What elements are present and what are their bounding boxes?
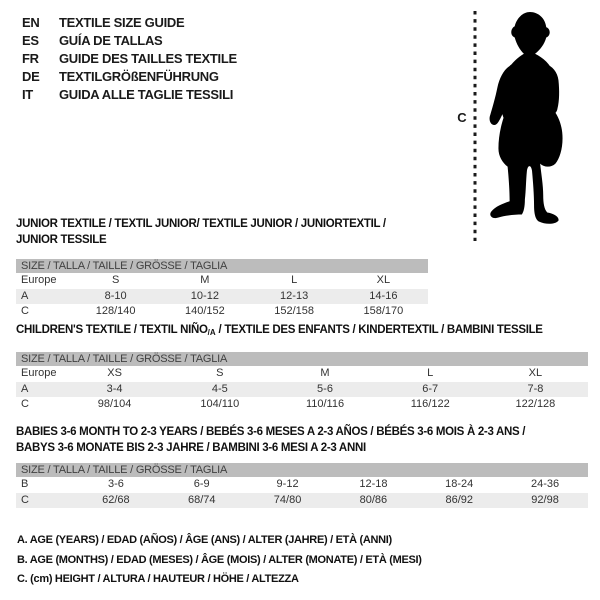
language-title: TEXTILGRÖßENFÜHRUNG [59, 69, 219, 84]
dashed-measure-line-icon [471, 9, 479, 243]
language-code: IT [22, 87, 33, 102]
size-cell: 6-7 [422, 382, 439, 395]
row-label: Europe [21, 274, 57, 286]
size-table-header: SIZE / TALLA / TAILLE / GRÖSSE / TAGLIA [16, 259, 428, 273]
title-text: CHILDREN'S TEXTILE / TEXTIL NIÑO [16, 324, 208, 336]
size-cell: 128/140 [95, 305, 136, 317]
size-cell: 7-8 [527, 382, 544, 395]
size-cell: 18-24 [445, 478, 474, 490]
language-row-it [22, 86, 237, 104]
size-cell: S [216, 367, 224, 379]
children-section [16, 322, 588, 413]
size-cell: 12-13 [280, 289, 309, 302]
language-row-es [22, 32, 237, 50]
size-cell: M [320, 367, 330, 379]
baby-silhouette-icon [485, 10, 577, 244]
size-cell: 98/104 [97, 398, 132, 410]
footnotes [17, 531, 422, 590]
size-cell: 9-12 [276, 478, 299, 490]
size-cell: 3-4 [106, 382, 123, 395]
size-cell: 74/80 [273, 493, 302, 506]
language-title: GUIDA ALLE TAGLIE TESSILI [59, 87, 234, 102]
title-subscript: /A [207, 328, 216, 337]
height-measure-label: C [457, 110, 467, 125]
size-cell: 62/68 [102, 493, 130, 506]
table-row-europe [16, 366, 588, 382]
junior-section [16, 216, 428, 320]
size-cell: 140/152 [184, 305, 225, 317]
table-row-a [16, 289, 428, 305]
size-cell: XL [528, 367, 543, 379]
language-row-en [22, 14, 237, 32]
size-cell: 14-16 [369, 289, 398, 302]
size-cell: 12-18 [359, 478, 388, 490]
size-cell: 3-6 [107, 478, 124, 490]
row-label: C [21, 493, 29, 506]
table-row-a [16, 382, 588, 398]
baby-figure [450, 5, 585, 247]
language-row-fr [22, 50, 237, 68]
language-code: ES [22, 33, 39, 48]
footnote-a: A. AGE (YEARS) / EDAD (AÑOS) / ÂGE (ANS) / ALTER (JAHRE) / ETÀ (ANNI) [17, 534, 392, 546]
babies-title-line2: BABYS 3-6 MONATE BIS 2-3 JAHRE / BAMBINI 3-6 MESI A 2-3 ANNI [16, 442, 366, 454]
size-cell: 8-10 [104, 289, 127, 302]
table-row-b [16, 477, 588, 493]
size-table-header: SIZE / TALLA / TAILLE / GRÖSSE / TAGLIA [16, 352, 588, 366]
size-cell: 6-9 [193, 478, 210, 490]
size-cell: XL [376, 274, 391, 286]
size-cell: 122/128 [515, 398, 556, 410]
language-guide [22, 14, 237, 104]
size-cell: 86/92 [445, 493, 473, 506]
size-cell: 116/122 [410, 398, 450, 410]
language-title: GUIDE DES TAILLES TEXTILE [59, 51, 237, 66]
language-title: GUÍA DE TALLAS [59, 33, 163, 48]
row-label: Europe [21, 367, 57, 379]
junior-size-table [16, 259, 428, 320]
row-label: C [21, 305, 29, 317]
size-cell: L [427, 367, 434, 379]
row-label: B [21, 478, 29, 490]
table-row-c [16, 397, 588, 413]
size-cell: XS [107, 367, 122, 379]
size-cell: M [200, 274, 210, 286]
row-label: A [21, 289, 29, 302]
language-code: DE [22, 69, 40, 84]
size-cell: 158/170 [363, 305, 404, 317]
language-code: EN [22, 15, 40, 30]
babies-section [16, 424, 588, 508]
size-cell: S [111, 274, 120, 286]
size-cell: 152/158 [274, 305, 314, 317]
language-row-de [22, 68, 237, 86]
children-size-table [16, 352, 588, 413]
title-text: / TEXTILE DES ENFANTS / KINDERTEXTIL / BAMBINI TESSILE [215, 324, 543, 336]
size-cell: 5-6 [317, 382, 333, 395]
table-row-europe [16, 273, 428, 289]
language-code: FR [22, 51, 39, 66]
size-cell: L [291, 274, 298, 286]
children-section-title [16, 322, 588, 341]
size-cell: 4-5 [211, 382, 228, 395]
table-row-c [16, 304, 428, 320]
language-title: TEXTILE SIZE GUIDE [59, 15, 185, 30]
size-cell: 80/86 [359, 493, 388, 506]
junior-section-title: JUNIOR TEXTILE / TEXTIL JUNIOR/ TEXTILE JUNIOR / JUNIORTEXTIL / JUNIOR TESSILE [16, 218, 386, 246]
babies-section-title [16, 424, 588, 456]
babies-title-line1: BABIES 3-6 MONTH TO 2-3 YEARS / BEBÉS 3-6 MESES A 2-3 AÑOS / BÉBÉS 3-6 MOIS À 2-3 ANS / [16, 426, 526, 438]
table-row-c [16, 493, 588, 509]
size-table-header: SIZE / TALLA / TAILLE / GRÖSSE / TAGLIA [16, 463, 588, 477]
row-label: C [21, 398, 29, 410]
size-cell: 10-12 [190, 289, 219, 302]
babies-size-table [16, 463, 588, 508]
footnote-c: C. (cm) HEIGHT / ALTURA / HAUTEUR / HÖHE / ALTEZZA [17, 573, 299, 585]
size-cell: 110/116 [305, 398, 345, 410]
size-cell: 24-36 [530, 478, 560, 490]
size-cell: 92/98 [531, 493, 559, 506]
footnote-b: B. AGE (MONTHS) / EDAD (MESES) / ÂGE (MOIS) / ALTER (MONATE) / ETÀ (MESI) [17, 553, 422, 566]
size-cell: 68/74 [187, 493, 216, 506]
row-label: A [21, 382, 29, 395]
size-cell: 104/110 [200, 398, 240, 410]
